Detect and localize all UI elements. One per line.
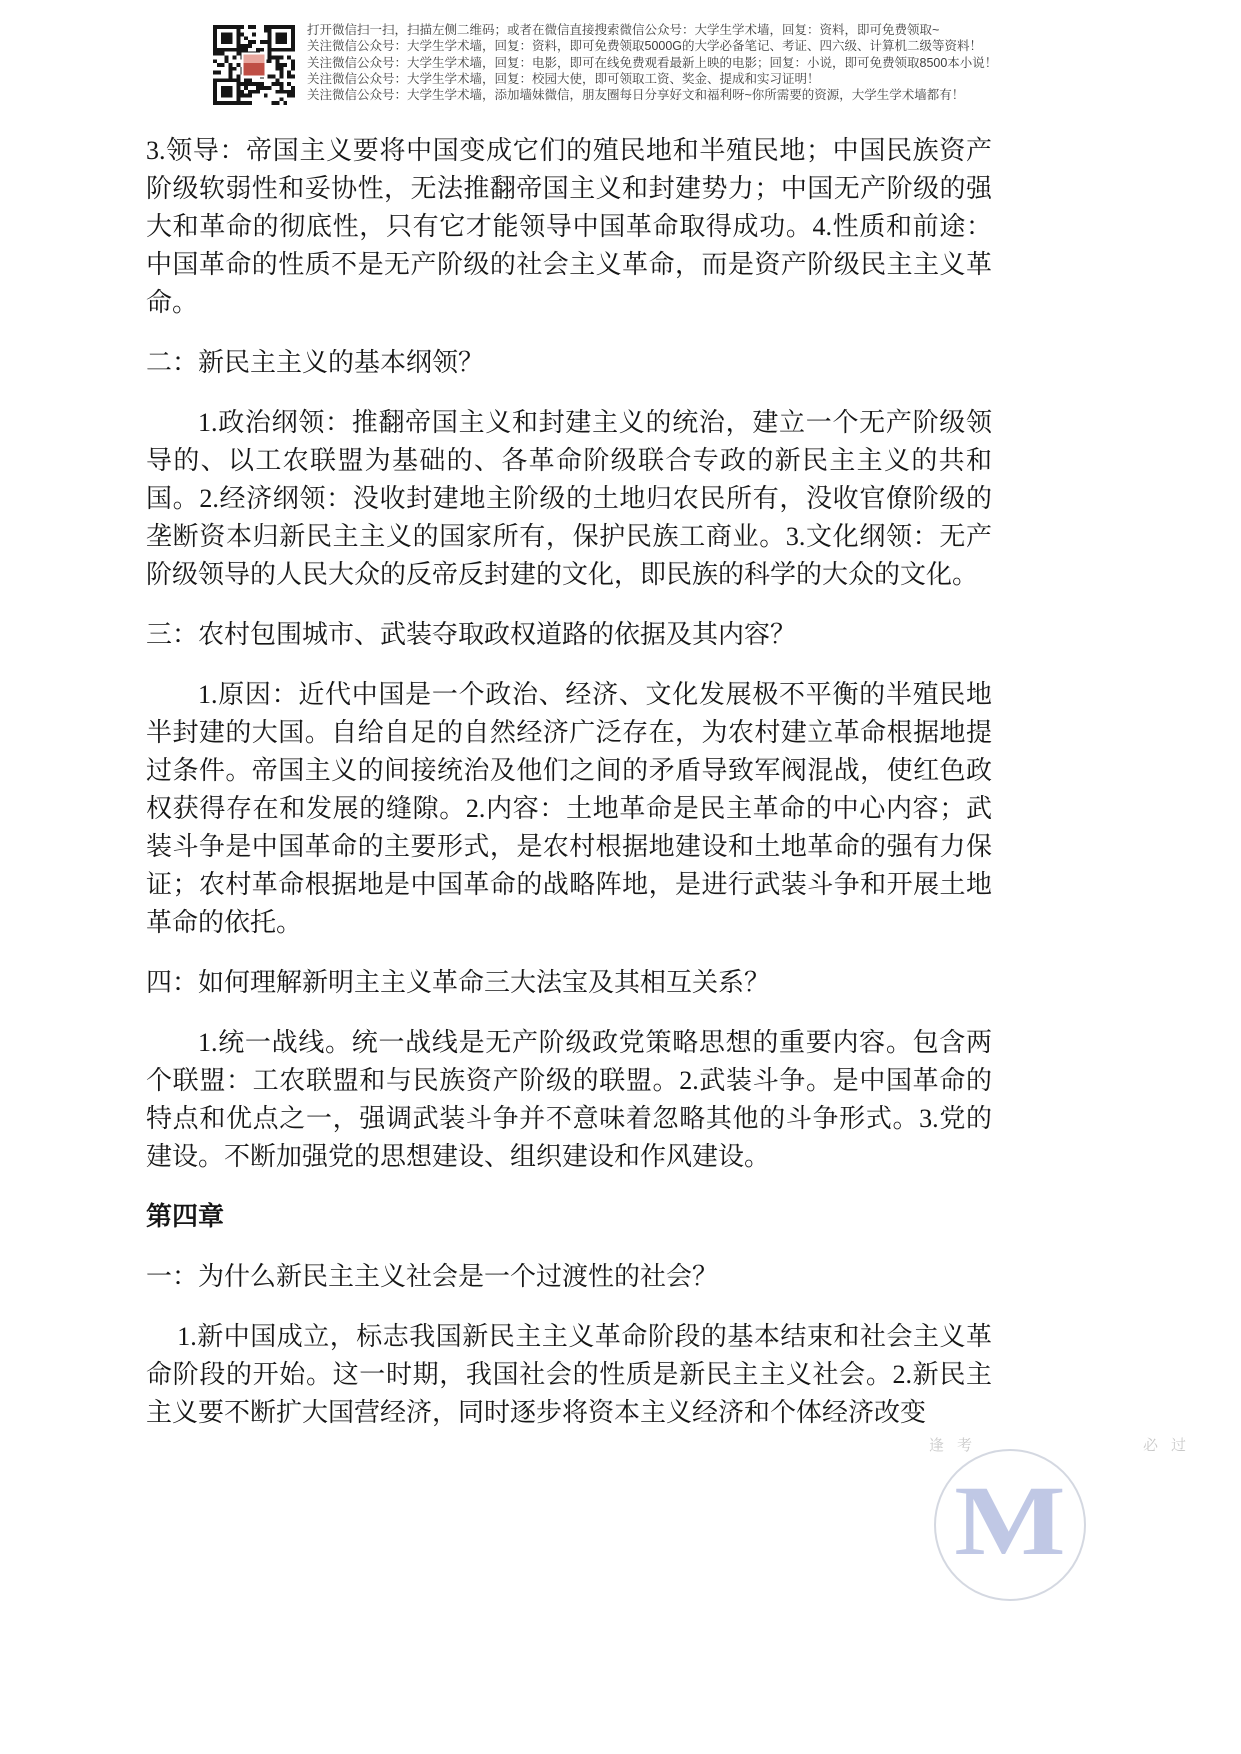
- question-2-heading: 二：新民主主义的基本纲领？: [146, 348, 485, 377]
- answer-1-leadership-nature: 3.领导：帝国主义要将中国变成它们的殖民地和半殖民地；中国民族资产阶级软弱性和妥协性，无法推翻帝国主义和封建势力；中国无产阶级的强大和革命的彻底性，只有它才能领导中国革命取得成功。4.性质和前途：中国革命的性质不是无产阶级的社会主义革命，而是资产阶级民主主义革命。: [146, 136, 992, 317]
- watermark-letter-m: M: [954, 1464, 1066, 1576]
- watermark-text-right: 必过: [1143, 1437, 1200, 1454]
- answer-3-rural-encirclement: 1.原因：近代中国是一个政治、经济、文化发展极不平衡的半殖民地半封建的大国。自给自足的自然经济广泛存在，为农村建立革命根据地提过条件。帝国主义的间接统治及他们之间的矛盾导致军阀混战，使红色政权获得存在和发展的缝隙。2.内容：土地革命是民主革命的中心内容；武装斗争是中国革命的主要形式，是农村根据地建设和土地革命的强有力保证；农村革命根据地是中国革命的战略阵地，是进行武装斗争和开展土地革命的依托。: [146, 680, 992, 937]
- promo-line-3: 关注微信公众号：大学生学术墙，回复：电影，即可在线免费观看最新上映的电影；回复：小说，即可免费领取8500本小说！: [307, 55, 998, 70]
- question-5-heading: 一：为什么新民主主义社会是一个过渡性的社会？: [146, 1262, 719, 1291]
- question-3-heading: 三：农村包围城市、武装夺取政权道路的依据及其内容？: [146, 620, 797, 649]
- watermark-text-left: 逢考: [929, 1437, 986, 1454]
- question-4-heading: 四：如何理解新明主主义革命三大法宝及其相互关系？: [146, 968, 771, 997]
- chapter-4-heading: 第四章: [146, 1202, 225, 1231]
- promo-line-4: 关注微信公众号：大学生学术墙，回复：校园大使，即可领取工资、奖金、提成和实习证明！: [307, 71, 820, 86]
- answer-2-programs: 1.政治纲领：推翻帝国主义和封建主义的统治，建立一个无产阶级领导的、以工农联盟为基础的、各革命阶级联合专政的新民主主义的共和国。2.经济纲领：没收封建地主阶级的土地归农民所有，没收官僚阶级的垄断资本归新民主主义的国家所有，保护民族工商业。3.文化纲领：无产阶级领导的人民大众的反帝反封建的文化，即民族的科学的大众的文化。: [146, 408, 992, 589]
- document-body: [146, 132, 992, 1454]
- promo-line-1: 打开微信扫一扫，扫描左侧二维码；或者在微信直接搜索微信公众号：大学生学术墙，回复：资料，即可免费领取~: [307, 23, 940, 37]
- answer-5-transitional-society: 1.新中国成立，标志我国新民主主义革命阶段的基本结束和社会主义革命阶段的开始。这一时期，我国社会的性质是新民主主义社会。2.新民主主义要不断扩大国营经济，同时逐步将资本主义经济和个体经济改变: [146, 1322, 992, 1427]
- promo-header: [213, 22, 997, 105]
- promo-line-2: 关注微信公众号：大学生学术墙，回复：资料，即可免费领取5000G的大学必备笔记、考证、四六级、计算机二级等资料！: [307, 39, 983, 54]
- wechat-qr-code: [213, 25, 295, 105]
- promo-text-block: [307, 22, 997, 103]
- watermark-circle: [934, 1449, 1086, 1601]
- promo-line-5: 关注微信公众号：大学生学术墙，添加墙妹微信，朋友圈每日分享好文和福利呀~你所需要的资源，大学生学术墙都有！: [307, 88, 965, 103]
- answer-4-three-treasures: 1.统一战线。统一战线是无产阶级政党策略思想的重要内容。包含两个联盟：工农联盟和与民族资产阶级的联盟。2.武装斗争。是中国革命的特点和优点之一，强调武装斗争并不意味着忽略其他的斗争形式。3.党的建设。不断加强党的思想建设、组织建设和作风建设。: [146, 1028, 992, 1171]
